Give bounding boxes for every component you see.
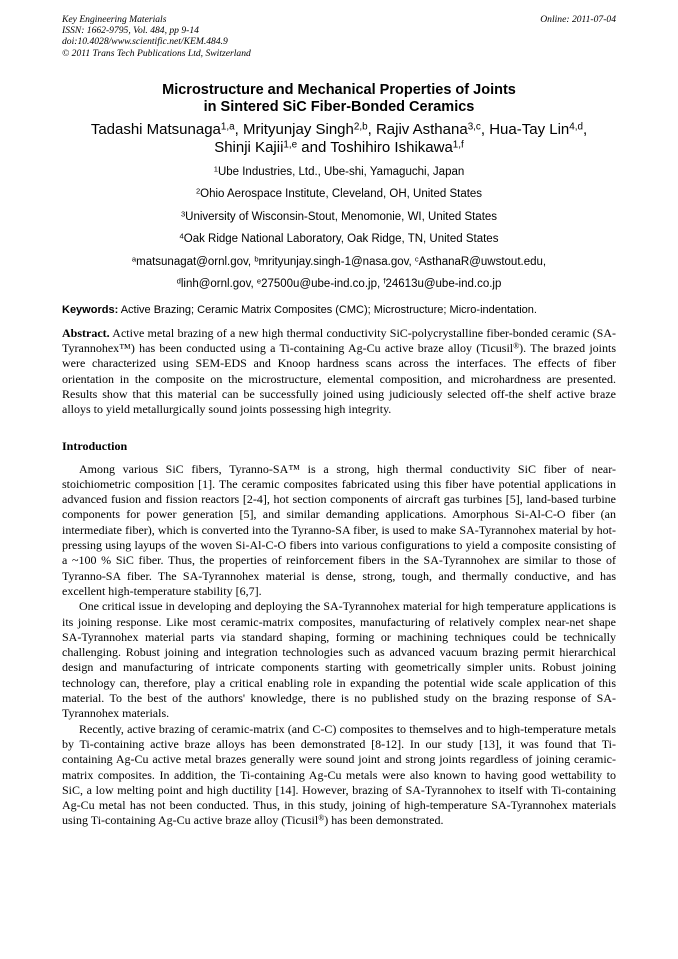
author-separator: , <box>234 120 243 138</box>
affiliation-sup: 4 <box>179 231 184 241</box>
author-name: Mrityunjay Singh <box>242 120 354 138</box>
affiliation-sup: 2 <box>195 186 201 196</box>
paper-title <box>62 82 616 116</box>
author-name: Hua-Tay Lin <box>489 120 570 138</box>
email-b[interactable]: mrityunjay.singh-1@nasa.gov, <box>258 255 415 268</box>
intro-p3-text-b: ) has been demonstrated. <box>324 813 444 828</box>
paper-page <box>62 14 616 829</box>
author-name: Toshihiro Ishikawa <box>330 138 453 156</box>
registered-mark: ® <box>513 341 520 351</box>
email-line <box>62 251 616 274</box>
author-separator: , <box>480 120 490 138</box>
email-e[interactable]: 27500u@ube-ind.co.jp, <box>261 278 384 291</box>
copyright-line: © 2011 Trans Tech Publications Ltd, Switzerland <box>62 47 251 59</box>
email-a[interactable]: matsunagat@ornl.gov, <box>136 255 255 268</box>
intro-p3-text-a: Recently, active brazing of ceramic-matrix (and C-C) composites to themselves and to high-temperature metals by Ti-containing active braze alloys has been demonstrated [8-12]. In our study [13], it was found that Ti-containing Ag-Cu active metal brazes generally were sound joint and strong joints regardless of joining ceramic-matrix composites. In addition, the Ti-containing Ag-Cu metals were also known to having good wettability to SiC, a low melting point and high ductility [14]. However, brazing of SA-Tyrannohex to itself with Ti-containing Ag-Cu metal has not been conducted. Thus, in this study, joining of high-temperature SA-Tyrannohex materials using Ti-containing Ag-Cu active braze alloy (Ticusil <box>62 721 616 828</box>
keywords-text: Active Brazing; Ceramic Matrix Composites (CMC); Microstructure; Micro-indentation. <box>118 303 537 316</box>
author-separator: , <box>367 120 376 138</box>
affiliation <box>62 228 616 251</box>
affiliation-text: University of Wisconsin-Stout, Menomonie, WI, United States <box>185 210 498 223</box>
author-affil-sup: 1,f <box>452 139 464 151</box>
affiliation <box>62 206 616 229</box>
section-heading-introduction: Introduction <box>62 438 128 453</box>
email-sup: b <box>254 254 259 264</box>
email-sup: a <box>131 254 137 264</box>
affiliation-text: Ube Industries, Ltd., Ube-shi, Yamaguchi, Japan <box>217 165 465 178</box>
author-name: Rajiv Asthana <box>375 120 468 138</box>
affiliation-text: Oak Ridge National Laboratory, Oak Ridge, TN, United States <box>183 233 499 246</box>
email-sup: e <box>256 276 262 286</box>
author-affil-sup: 2,b <box>353 121 368 133</box>
abstract-text-b: ). The brazed joints were characterized using SEM-EDS and Knoop hardness scans across the interfaces. The effects of fiber orientation in the composite on the microstructure, elemental composition, and microhardness are presented. Results show that this material can be successfully joined using judiciously selected off-the shelf active braze alloys to yield metallurgically sound joints possessing high integrity. <box>62 341 616 417</box>
email-f[interactable]: 24613u@ube-ind.co.jp <box>385 278 502 291</box>
author-separator: and <box>297 138 331 156</box>
email-d[interactable]: linh@ornl.gov, <box>180 278 257 291</box>
email-sup: d <box>176 276 181 286</box>
title-line-2: in Sintered SiC Fiber-Bonded Ceramics <box>203 98 475 115</box>
affiliation-text: Ohio Aerospace Institute, Cleveland, OH, United States <box>200 188 483 201</box>
email-sup: c <box>414 254 419 264</box>
email-line <box>62 273 616 296</box>
author-name: Shinji Kajii <box>214 138 284 156</box>
author-affil-sup: 4,d <box>569 121 583 133</box>
author-separator: , <box>583 120 588 138</box>
abstract-text-a: Active metal brazing of a new high thermal conductivity SiC-polycrystalline fiber-bonded ceramic (SA-Tyrannohex™) has been conducted using a Ti-containing Ag-Cu active braze alloy (Ticusil <box>62 325 616 356</box>
keywords <box>62 303 616 317</box>
affiliation <box>62 183 616 206</box>
author-affil-sup: 1,a <box>220 121 235 133</box>
email-c[interactable]: AsthanaR@uwstout.edu, <box>418 255 547 268</box>
author-list <box>62 121 616 157</box>
title-line-1: Microstructure and Mechanical Properties of Joints <box>162 81 516 98</box>
intro-paragraph-2: One critical issue in developing and deploying the SA-Tyrannohex material for high temperature applications is its joining response. Like most ceramic-matrix composites, manufacturing of relatively complex near-net shape SA-Tyrannohex material parts via standard shaping, forming or machining techniques could be technically challenging. Robust joining and integration technologies such as advanced vacuum brazing permit hierarchical design and manufacturing of intricate components starting with geometrically simpler units. Robust joining technology can, therefore, play a critical enabling role in expanding the potential wide scale application of this material. To the best of the authors' knowledge, there is no published study on the brazing response of SA-Tyrannohex materials. <box>62 599 616 721</box>
affiliation-sup: 1 <box>213 164 218 174</box>
author-affil-sup: 1,e <box>283 139 298 151</box>
abstract <box>62 326 616 418</box>
email-sup: f <box>383 276 386 286</box>
intro-paragraph-1: Among various SiC fibers, Tyranno-SA™ is a strong, high thermal conductivity SiC fiber of near-stoichiometric composition [1]. The ceramic composites fabricated using this fiber have potential applications in advanced fusion and fission reactors [2-4], hot section components of aircraft gas turbines [5], land-based turbine components for power generation [5], and similar demanding applications. Amorphous Si-Al-C-O fiber (an intermediate fiber), which is converted into the Tyranno-SA fiber, is used to make SA-Tyrannohex material by hot-pressing using layups of the woven Si-Al-C-O fibers into various configurations to yield a composite consisting of a ~100 % SiC fiber. Thus, the properties of reinforcement fibers in the SA-Tyrannohex are similar to those of Tyranno-SA fiber. The SA-Tyrannohex material is dense, strong, tough, and thermally conductive, and has excellent high-temperature stability [6,7]. <box>62 461 616 598</box>
abstract-label: Abstract. <box>62 325 110 340</box>
online-date: Online: 2011-07-04 <box>540 14 616 25</box>
journal-header <box>62 14 616 59</box>
keywords-label: Keywords: <box>62 303 119 316</box>
author-affil-sup: 3,c <box>467 121 481 133</box>
journal-name: Key Engineering Materials <box>62 14 167 25</box>
issn-line: ISSN: 1662-9795, Vol. 484, pp 9-14 <box>62 25 199 37</box>
affiliation <box>62 161 616 184</box>
doi-line: doi:10.4028/www.scientific.net/KEM.484.9 <box>62 36 228 48</box>
affiliation-sup: 3 <box>180 209 186 219</box>
author-name: Tadashi Matsunaga <box>90 120 221 138</box>
registered-mark: ® <box>318 813 325 823</box>
intro-paragraph-3 <box>62 722 616 829</box>
affiliation-list <box>62 161 616 296</box>
